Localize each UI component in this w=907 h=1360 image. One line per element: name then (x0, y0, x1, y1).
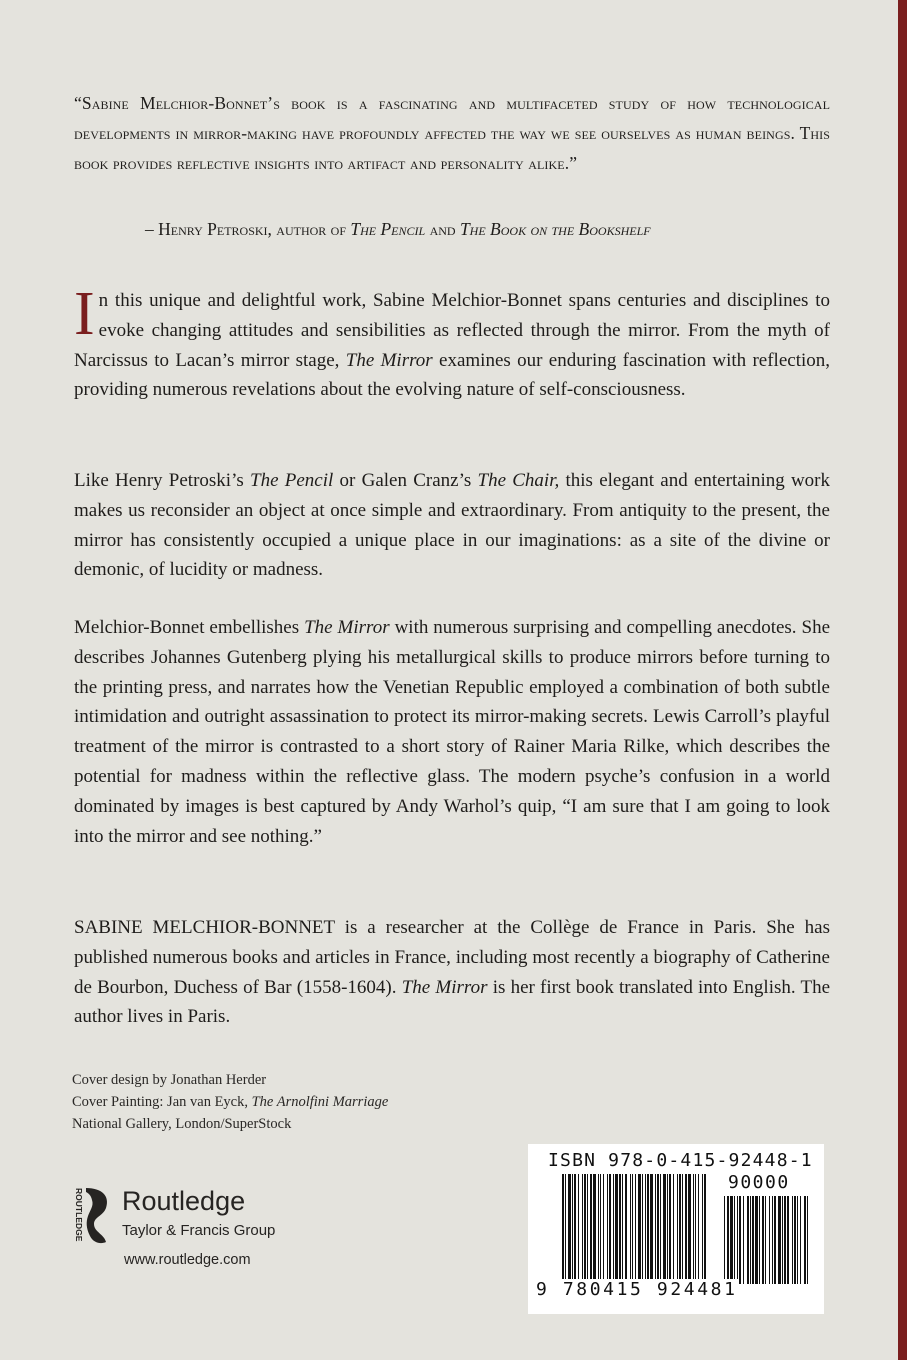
addon-bar (750, 1196, 751, 1284)
barcode-digits: 9 780415 924481 (536, 1279, 738, 1300)
barcode-bar (673, 1174, 674, 1284)
addon-bar (804, 1196, 806, 1284)
addon-bar (747, 1196, 749, 1284)
barcode-bar (702, 1174, 703, 1284)
barcode-bar (562, 1174, 564, 1284)
barcode-bar (565, 1174, 566, 1284)
barcode-bar (667, 1174, 668, 1284)
publisher-group: Taylor & Francis Group (122, 1222, 276, 1239)
credit-design: Cover design by Jonathan Herder (72, 1072, 267, 1088)
barcode-bar (660, 1174, 661, 1284)
publisher-name: Routledge (122, 1186, 246, 1216)
barcode-bar (574, 1174, 576, 1284)
publisher-logo (64, 1184, 324, 1284)
addon-bar (807, 1196, 808, 1284)
barcode-bar (607, 1174, 608, 1284)
addon-bar (792, 1196, 793, 1284)
barcode-bar (630, 1174, 631, 1284)
paragraph-3-text-a: Melchior-Bonnet embellishes (74, 617, 300, 638)
addon-bar (762, 1196, 764, 1284)
barcode-bar (635, 1174, 636, 1284)
author-bio (74, 913, 830, 1032)
book-title: The Chair, (477, 470, 560, 491)
paragraph-3-text-b: with numerous surprising and compelling anecdotes. She describes Johannes Gutenberg plying his metallurgical skills to produce mirrors before turning to the printing press, and narrates how the Venetian Republic employed a combination of both subtle intimidation and outright assassination to protect its mirror-making secrets. Lewis Carroll’s playful treatment of the mirror is contrasted to a short story of Rainer Maria Rilke, which describes the potential for madness within the reflective glass. The modern psyche’s confusion in a world dominated by images is best captured by Andy Warhol’s quip, “I am sure that I am going to look into the mirror and see nothing.” (74, 617, 830, 847)
review-quote (74, 88, 830, 178)
spine-logotype: ROUTLEDGE (74, 1188, 84, 1242)
barcode-bar (677, 1174, 678, 1284)
addon-bar (724, 1196, 725, 1284)
addon-bar (794, 1196, 796, 1284)
paragraph-2-text-b: or Galen Cranz’s (339, 470, 472, 491)
addon-bar (787, 1196, 789, 1284)
addon-bar (765, 1196, 766, 1284)
barcode-bar (625, 1174, 627, 1284)
drop-cap: I (74, 280, 95, 348)
book-title: The Mirror (345, 349, 433, 371)
attribution-book-title-2: The Book on the Bookshelf (459, 219, 651, 239)
barcode-bar (613, 1174, 614, 1284)
credit-painting-prefix: Cover Painting: Jan van Eyck, (72, 1094, 248, 1110)
barcode-bar (698, 1174, 699, 1284)
credit-painting (72, 1091, 388, 1113)
barcode-bar (609, 1174, 611, 1284)
barcode-bar (688, 1174, 691, 1284)
barcode-bar (685, 1174, 687, 1284)
barcode-bar (582, 1174, 583, 1284)
attribution-book-title-1: The Pencil (350, 219, 426, 239)
cover-credits (72, 1069, 388, 1135)
addon-bar (772, 1196, 773, 1284)
routledge-mark-icon (64, 1184, 116, 1250)
painting-title: The Arnolfini Marriage (251, 1094, 389, 1110)
barcode-bar (650, 1174, 653, 1284)
description-paragraph-1 (74, 280, 831, 405)
barcode-bar (622, 1174, 623, 1284)
spine-edge (898, 0, 907, 1360)
barcode-bar (590, 1174, 592, 1284)
barcode-bar (645, 1174, 646, 1284)
barcode-bar (657, 1174, 659, 1284)
barcode-bar (704, 1174, 706, 1284)
barcode-bar (619, 1174, 621, 1284)
barcode-box (528, 1144, 824, 1314)
barcode-bar (669, 1174, 671, 1284)
author-bio-text-b: is her first book translated into English. The author lives in Paris. (74, 976, 831, 1028)
barcode-bar (695, 1174, 696, 1284)
credit-gallery: National Gallery, London/SuperStock (72, 1116, 292, 1132)
barcode-bar (632, 1174, 633, 1284)
author-bio-text-a: SABINE MELCHIOR-BONNET is a researcher at the Collège de France in Paris. She has published numerous books and articles in France, including most recently a biography of Catherine de Bourbon, Duchess of Bar (1558-1604). (74, 917, 830, 998)
addon-bar (769, 1196, 770, 1284)
review-attribution (145, 214, 845, 244)
barcode-bar (693, 1174, 694, 1284)
barcode-bar (587, 1174, 588, 1284)
barcode-bar (593, 1174, 596, 1284)
addon-bar (755, 1196, 758, 1284)
price-addon-code: 90000 (728, 1172, 790, 1193)
addon-bar (774, 1196, 776, 1284)
addon-bar (739, 1196, 741, 1284)
barcode-bar (638, 1174, 641, 1284)
book-title: The Pencil (250, 470, 334, 491)
addon-bar (784, 1196, 786, 1284)
description-paragraph-3 (74, 613, 830, 851)
book-title: The Mirror (401, 976, 488, 998)
barcode-bar (603, 1174, 604, 1284)
paragraph-1-text: n this unique and delightful work, Sabine Melchior-Bonnet spans centuries and disciplines to evoke changing attitudes and sensibilities as reflected through the mirror. From the myth of Narcissus to Lacan’s mirror stage, (74, 290, 830, 371)
addon-bar (797, 1196, 798, 1284)
addon-bar (800, 1196, 801, 1284)
paragraph-2-text-c: this elegant and entertaining work makes us reconsider an object at once simple and extraordinary. From antiquity to the present, the mirror has consistently occupied a unique place in our imaginations: as a site of the divine or demonic, of lucidity or madness. (74, 470, 831, 581)
barcode-bar (615, 1174, 618, 1284)
addon-bar (778, 1196, 781, 1284)
barcode-bar (598, 1174, 599, 1284)
addon-bar (737, 1196, 738, 1284)
barcode-bar (682, 1174, 683, 1284)
description-paragraph-2 (74, 466, 830, 585)
barcode-bar (642, 1174, 643, 1284)
barcode-bar (663, 1174, 666, 1284)
addon-bar (727, 1196, 729, 1284)
addon-bar (759, 1196, 760, 1284)
barcode-bar (647, 1174, 649, 1284)
barcode-bar (578, 1174, 579, 1284)
barcode-bar (568, 1174, 571, 1284)
attribution-prefix: – Henry Petroski, author of (145, 219, 347, 239)
publisher-url: www.routledge.com (124, 1252, 251, 1268)
barcode-bar (679, 1174, 681, 1284)
addon-bar (743, 1196, 744, 1284)
barcode-bar (600, 1174, 601, 1284)
barcode-bar (584, 1174, 586, 1284)
addon-bar (752, 1196, 754, 1284)
book-title: The Mirror (304, 617, 390, 638)
review-quote-text: “Sabine Melchior-Bonnet’s book is a fascinating and multifaceted study of how technological developments in mirror-making have profoundly affected the way we see ourselves as human beings. This book provides reflective insights into artifact and personality alike.” (74, 93, 830, 173)
isbn-label: ISBN 978-0-415-92448-1 (548, 1150, 813, 1171)
paragraph-2-text-a: Like Henry Petroski’s (74, 470, 244, 491)
addon-bar (734, 1196, 735, 1284)
addon-bar (782, 1196, 783, 1284)
attribution-and: and (429, 219, 456, 239)
paragraph-1-text-2: examines our enduring fascination with reflection, providing numerous revelations about the evolving nature of self-consciousness. (74, 349, 831, 401)
addon-bar (730, 1196, 733, 1284)
barcode-bar (572, 1174, 573, 1284)
barcode-bar (655, 1174, 656, 1284)
